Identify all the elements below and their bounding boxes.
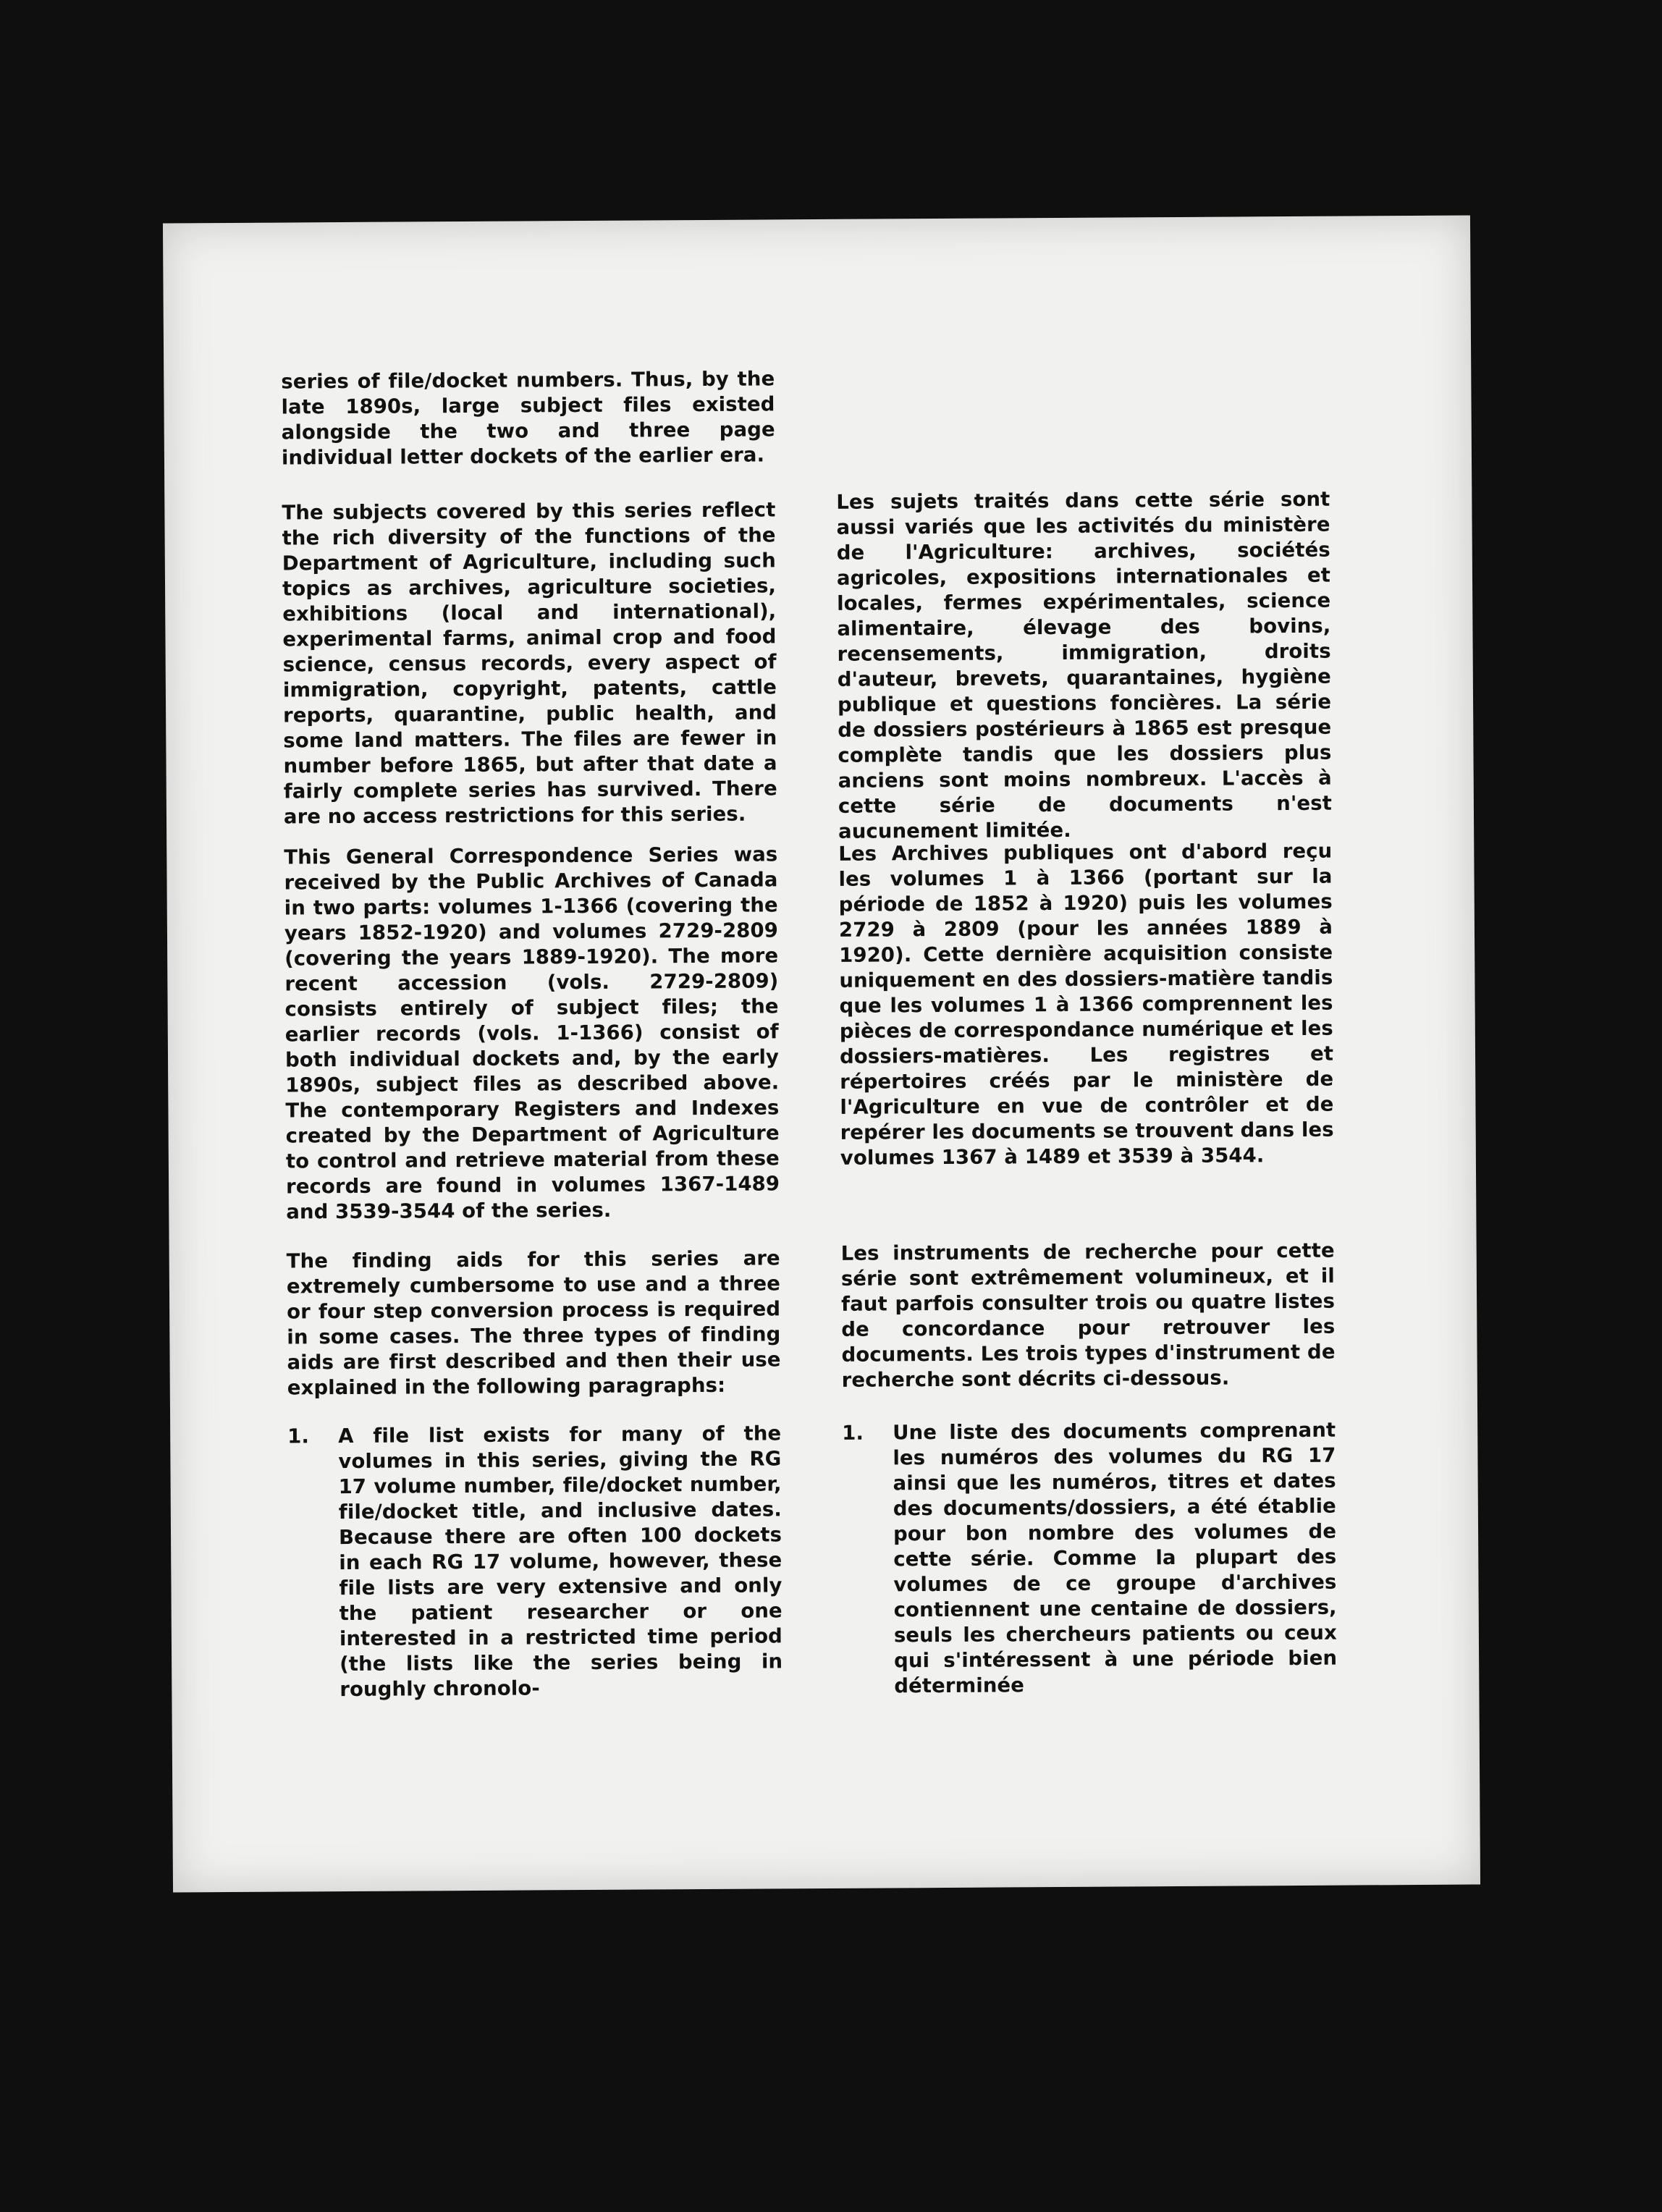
english-column [284,842,780,1225]
english-column [281,366,775,470]
french-paragraph-4: Les instruments de recherche pour cette série sont extrêmement volumineux, et il faut parfois consulter trois ou quatre listes de concordance pour retrouver les documents. Les trois types d'instrument de recherche sont décrits ci-dessous. [840,1238,1336,1392]
french-paragraph-3: Les Archives publiques ont d'abord reçu les volumes 1 à 1366 (portant sur la période de 1852 à 1920) puis les volumes 2729 à 2809 (pour les années 1889 à 1920). Cette dernière acquisition consiste uniquement en des dossiers-matière tandis que les volumes 1 à 1366 comprennent les pièces de correspondance numérique et les dossiers-matières. Les registres et répertoires créés par le ministère de l'Agriculture en vue de contrôler et de repérer les documents se trouvent dans les volumes 1367 à 1489 et 3539 à 3544. [838,839,1334,1170]
english-column [287,1246,781,1401]
list-number: 1. [287,1424,310,1448]
english-list-item-1 [287,1421,783,1702]
french-column [838,839,1334,1171]
english-column [287,1421,783,1702]
french-list-item-1 [842,1418,1337,1700]
list-number: 1. [842,1421,864,1445]
list-item-text: A file list exists for many of the volumes in this series, giving the RG 17 volume number, file/docket number, file/docket title, and inclusive dates. Because there are often 100 dockets in each RG 17 volume, however, these file lists are very extensive and only the patient researcher or one interested in a restricted time period (the lists like the series being in roughly chronolo- [338,1422,783,1702]
english-paragraph-3: This General Correspondence Series was received by the Public Archives of Canada in two parts: volumes 1-1366 (covering the years 1852-1920) and volumes 2729-2809 (covering the years 1889-1920). The more recent accession (vols. 2729-2809) consists entirely of subject files; the earlier records (vols. 1-1366) consist of both individual dockets and, by the early 1890s, subject files as described above. The contemporary Registers and Indexes created by the Department of Agriculture to control and retrieve material from these records are found in volumes 1367-1489 and 3539-3544 of the series. [284,843,780,1224]
french-column [842,1418,1337,1700]
document-page [163,216,1480,1893]
english-paragraph-1: series of file/docket numbers. Thus, by the late 1890s, large subject files existed alongside the two and three page individual letter dockets of the earlier era. [281,367,775,470]
french-paragraph-2: Les sujets traités dans cette série sont aussi variés que les activités du ministère de l'Agriculture: archives, sociétés agricoles, expositions internationales et locales, fermes expérimentales, science alimentaire, élevage des bovins, recensements, immigration, droits d'auteur, brevets, quarantaines, hygiène publique et questions foncières. La série de dossiers postérieurs à 1865 est presque complète tandis que les dossiers plus anciens sont moins nombreux. L'accès à cette série de documents n'est aucunement limitée. [836,487,1332,843]
french-column [836,487,1332,845]
list-item-text: Une liste des documents comprenant les numéros des volumes du RG 17 ainsi que les numéros, titres et dates des documents/dossiers, a été établie pour bon nombre des volumes de cette série. Comme la plupart des volumes de ce groupe d'archives contiennent une centaine de dossiers, seuls les chercheurs patients ou ceux qui s'intéressent à une période bien déterminée [893,1418,1338,1698]
english-paragraph-4: The finding aids for this series are extremely cumbersome to use and a three or four step conversion process is required in some cases. The three types of finding aids are first described and then their use explained in the following paragraphs: [286,1246,781,1400]
english-column [282,497,777,830]
english-paragraph-2: The subjects covered by this series reflect the rich diversity of the functions of the Department of Agriculture, including such topics as archives, agriculture societies, exhibitions (local and international), experimental farms, animal crop and food science, census records, every aspect of immigration, copyright, patents, cattle reports, quarantine, public health, and some land matters. The files are fewer in number before 1865, but after that date a fairly complete series has survived. There are no access restrictions for this series. [282,498,777,829]
french-column [841,1238,1336,1393]
